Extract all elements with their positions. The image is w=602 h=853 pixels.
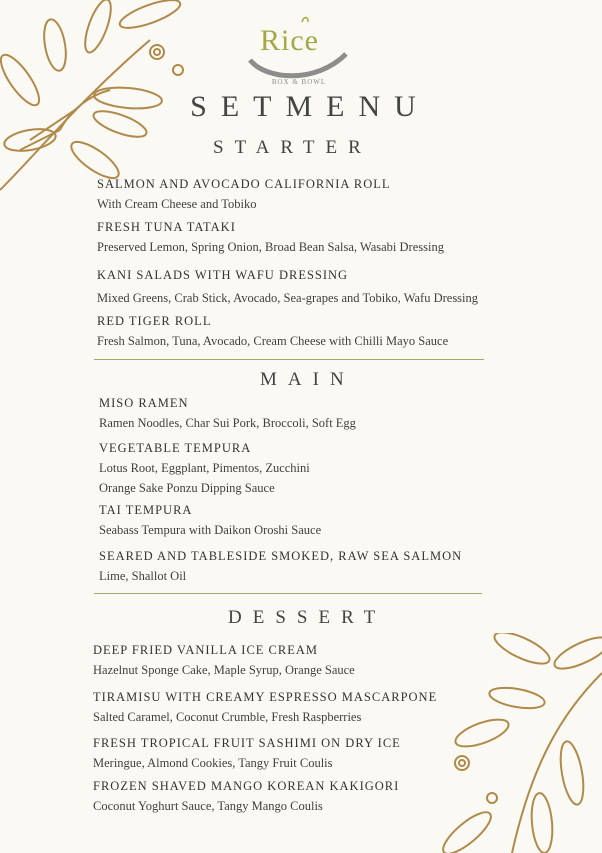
menu-item-desc: Hazelnut Sponge Cake, Maple Syrup, Orange Sauce: [93, 663, 355, 677]
menu-item-desc: Mixed Greens, Crab Stick, Avocado, Sea-grapes and Tobiko, Wafu Dressing: [97, 291, 479, 305]
menu-item-name: SALMON AND AVOCADO CALIFORNIA ROLL: [97, 177, 391, 191]
menu-item-desc: Ramen Noodles, Char Sui Pork, Broccoli, Soft Egg: [99, 416, 356, 430]
menu-item-name: FROZEN SHAVED MANGO KOREAN KAKIGORI: [93, 779, 400, 793]
section-heading-main: MAIN: [260, 369, 355, 390]
menu-item: [99, 441, 310, 497]
menu-item-desc: With Cream Cheese and Tobiko: [97, 197, 257, 211]
menu-item-name: SEARED AND TABLESIDE SMOKED, RAW SEA SALMON: [99, 549, 463, 563]
menu-item: [93, 779, 399, 815]
section-heading-dessert: DESSERT: [228, 607, 387, 628]
menu-item-name: DEEP FRIED VANILLA ICE CREAM: [93, 643, 319, 657]
menu-item: [93, 690, 437, 726]
page-title: SETMENU: [190, 90, 430, 123]
menu-item: [99, 396, 356, 432]
logo-name: Rice: [260, 24, 319, 57]
menu-item-desc: Preserved Lemon, Spring Onion, Broad Bean Salsa, Wasabi Dressing: [97, 240, 444, 254]
menu-item: [99, 503, 321, 539]
menu-item: [97, 220, 444, 256]
menu-item-desc: Fresh Salmon, Tuna, Avocado, Cream Cheese with Chilli Mayo Sauce: [97, 334, 449, 348]
menu-item-name: TAI TEMPURA: [99, 503, 193, 517]
menu-item-desc: Lime, Shallot Oil: [99, 569, 187, 583]
menu-item-desc: Meringue, Almond Cookies, Tangy Fruit Coulis: [93, 756, 333, 770]
menu-item-name: MISO RAMEN: [99, 396, 189, 410]
section-divider: [94, 359, 484, 360]
leaf-branch-decoration-bottom: [422, 633, 602, 853]
menu-item-name: FRESH TROPICAL FRUIT SASHIMI ON DRY ICE: [93, 736, 401, 750]
menu-item: [93, 736, 401, 772]
menu-item: [97, 314, 448, 350]
menu-item: [99, 549, 462, 585]
menu-item-desc: Coconut Yoghurt Sauce, Tangy Mango Coulis: [93, 799, 323, 813]
menu-item: [97, 177, 391, 213]
menu-item-desc: Lotus Root, Eggplant, Pimentos, Zucchini: [99, 461, 310, 475]
menu-item-name: RED TIGER ROLL: [97, 314, 212, 328]
section-divider: [94, 593, 482, 594]
menu-item-desc: Seabass Tempura with Daikon Oroshi Sauce: [99, 523, 322, 537]
brand-logo: [244, 8, 354, 92]
menu-item-name: FRESH TUNA TATAKI: [97, 220, 236, 234]
menu-item-name: TIRAMISU WITH CREAMY ESPRESSO MASCARPONE: [93, 690, 438, 704]
menu-item-desc: Orange Sake Ponzu Dipping Sauce: [99, 481, 275, 495]
logo-tagline: BOX & BOWL: [271, 78, 327, 86]
menu-item-desc: Salted Caramel, Coconut Crumble, Fresh Raspberries: [93, 710, 362, 724]
menu-item-name: VEGETABLE TEMPURA: [99, 441, 252, 455]
section-heading-starter: STARTER: [213, 137, 372, 158]
menu-item: [97, 268, 478, 307]
menu-item-name: KANI SALADS WITH WAFU DRESSING: [97, 268, 349, 282]
menu-item: [93, 643, 355, 679]
